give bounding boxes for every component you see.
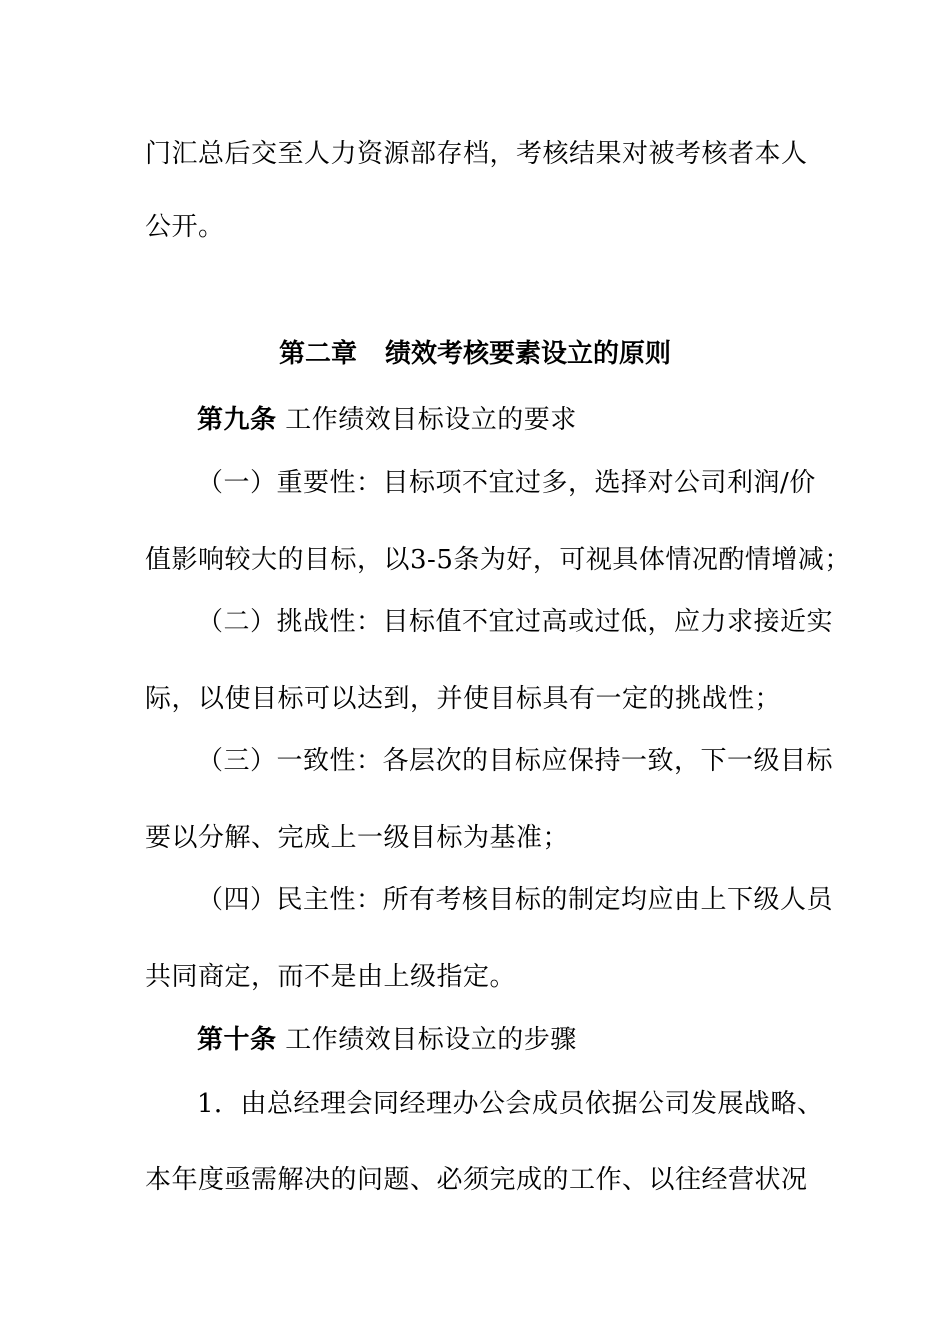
- article-number: 第九条: [197, 405, 277, 435]
- article-title: 工作绩效目标设立的要求: [285, 405, 577, 435]
- step-line: 1．由总经理会同经理办公会成员依据公司发展战略、: [197, 1089, 824, 1119]
- item-line: （四）民主性：所有考核目标的制定均应由上下级人员: [197, 885, 834, 915]
- paragraph-line: 公开。: [145, 212, 225, 242]
- item-line: 值影响较大的目标，以3-5条为好，可视具体情况酌情增减；: [145, 545, 851, 575]
- item-line: （一）重要性：目标项不宜过多，选择对公司利润/价: [197, 468, 816, 498]
- item-line: （二）挑战性：目标值不宜过高或过低，应力求接近实: [197, 607, 834, 637]
- article-number: 第十条: [197, 1025, 277, 1055]
- step-line: 本年度亟需解决的问题、必须完成的工作、以往经营状况: [145, 1165, 808, 1195]
- chapter-heading: [0, 337, 950, 371]
- item-line: 共同商定，而不是由上级指定。: [145, 962, 517, 992]
- chapter-title: 绩效考核要素设立的原则: [385, 339, 672, 369]
- article-9-heading: [197, 403, 877, 437]
- article-title: 工作绩效目标设立的步骤: [285, 1025, 577, 1055]
- article-10-heading: [197, 1023, 877, 1057]
- item-line: 际，以使目标可以达到，并使目标具有一定的挑战性；: [145, 684, 782, 714]
- item-line: 要以分解、完成上一级目标为基准；: [145, 823, 570, 853]
- chapter-number: 第二章: [278, 339, 357, 369]
- paragraph-line: 门汇总后交至人力资源部存档，考核结果对被考核者本人: [145, 139, 808, 169]
- item-line: （三）一致性：各层次的目标应保持一致，下一级目标: [197, 746, 834, 776]
